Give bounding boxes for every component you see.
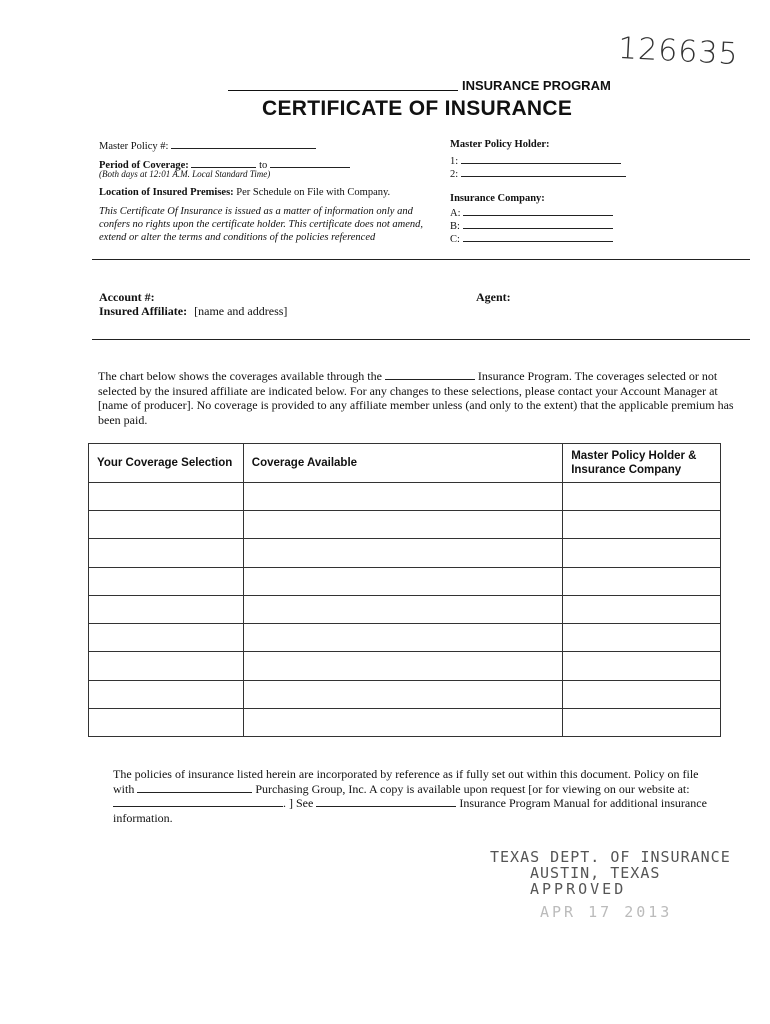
selection-cell[interactable] [89,680,244,708]
col-header-master-policy-holder: Master Policy Holder & Insurance Company [563,444,721,483]
period-to-label: to [259,160,268,171]
company-c-label: C: [450,234,460,245]
insurance-company-label: Insurance Company: [450,193,545,204]
holder-company-cell[interactable] [563,595,721,623]
holder-1-label: 1: [450,156,459,167]
approval-stamp-line3: APPROVED [530,880,627,898]
chart-intro-part2: Insurance Program. The coverages selected or not selected by the insured affiliate are indicated below. For any changes to these selections, please contact your Account Manager at [name of producer]. No coverage is provided to any affiliate member unless (and only to the extent) that the applicable premium has been paid. [98,369,734,427]
program-name-inline-blank[interactable] [385,369,475,380]
footer-part1: The policies of insurance listed herein are incorporated by reference as if fully set out within this document. Policy on file with [113,767,699,796]
footer-part4: Insurance Program Manual for additional insurance information. [113,796,707,825]
location-field [99,186,390,199]
selection-cell[interactable] [89,624,244,652]
company-a-blank[interactable] [463,205,613,216]
agent-label: Agent: [476,290,511,304]
coverage-table-body [89,483,721,737]
holder-1-blank[interactable] [461,153,621,164]
table-row [89,652,721,680]
website-blank[interactable] [113,796,283,807]
period-label: Period of Coverage: [99,160,189,171]
holder-company-cell[interactable] [563,708,721,736]
holder-company-cell[interactable] [563,624,721,652]
master-policy-blank[interactable] [171,138,316,149]
coverage-cell[interactable] [243,511,562,539]
holder-company-cell[interactable] [563,539,721,567]
company-b-blank[interactable] [463,218,613,229]
table-row [89,567,721,595]
section-divider-bottom [92,339,750,340]
chart-intro-paragraph [98,369,738,427]
holder-2-field [450,166,626,181]
table-row [89,624,721,652]
company-b-label: B: [450,221,460,232]
selection-cell[interactable] [89,652,244,680]
table-row [89,511,721,539]
table-row [89,539,721,567]
coverage-cell[interactable] [243,652,562,680]
selection-cell[interactable] [89,483,244,511]
period-start-blank[interactable] [191,157,256,168]
coverage-cell[interactable] [243,567,562,595]
selection-cell[interactable] [89,511,244,539]
insured-affiliate-field [99,304,287,319]
company-c-blank[interactable] [463,231,613,242]
insured-affiliate-value: [name and address] [194,304,288,318]
master-policy-label: Master Policy #: [99,141,169,152]
disclaimer-text: This Certificate Of Insurance is issued as a matter of information only and confers no rights upon the certificate holder. This certificate does not amend, extend or alter the terms and conditions of the policies referenced [99,206,423,243]
insured-affiliate-label: Insured Affiliate: [99,304,188,318]
footer-part3: . ] See [283,796,314,810]
col-header-coverage-available: Coverage Available [243,444,562,483]
section-divider-top [92,259,750,260]
selection-cell[interactable] [89,595,244,623]
account-label: Account #: [99,290,155,304]
holder-company-cell[interactable] [563,483,721,511]
chart-intro-part1: The chart below shows the coverages available through the [98,369,382,383]
company-c-field [450,231,613,246]
table-header-row [89,444,721,483]
program-label: INSURANCE PROGRAM [462,78,611,93]
period-end-blank[interactable] [270,157,350,168]
coverage-cell[interactable] [243,624,562,652]
manual-program-blank[interactable] [316,796,456,807]
table-row [89,595,721,623]
program-name-blank [228,90,458,91]
footer-paragraph [113,767,713,825]
approval-stamp-date: APR 17 2013 [540,903,673,921]
coverage-cell[interactable] [243,595,562,623]
period-note: (Both days at 12:01 A.M. Local Standard Time) [99,169,271,179]
holder-company-cell[interactable] [563,680,721,708]
table-row [89,483,721,511]
selection-cell[interactable] [89,539,244,567]
table-row [89,708,721,736]
approval-stamp-line2: AUSTIN, TEXAS [530,864,661,882]
selection-cell[interactable] [89,708,244,736]
holder-company-cell[interactable] [563,511,721,539]
coverage-cell[interactable] [243,539,562,567]
master-policy-field [99,138,316,153]
table-row [89,680,721,708]
col-header-your-selection: Your Coverage Selection [89,444,244,483]
coverage-cell[interactable] [243,680,562,708]
coverage-table [88,443,721,737]
selection-cell[interactable] [89,567,244,595]
holder-company-cell[interactable] [563,567,721,595]
holder-2-blank[interactable] [461,166,626,177]
approval-stamp-line1: TEXAS DEPT. OF INSURANCE [490,848,731,866]
page-title: CERTIFICATE OF INSURANCE [262,97,573,120]
coverage-cell[interactable] [243,483,562,511]
holder-2-label: 2: [450,169,459,180]
company-a-label: A: [450,208,461,219]
coverage-cell[interactable] [243,708,562,736]
holder-company-cell[interactable] [563,652,721,680]
master-policy-holder-label: Master Policy Holder: [450,139,550,150]
footer-part2: Purchasing Group, Inc. A copy is available upon request [or for viewing on our website at: [255,781,690,796]
handwritten-form-number: 126635 [617,30,740,73]
location-value: Per Schedule on File with Company. [236,187,391,198]
location-label: Location of Insured Premises: [99,187,234,198]
filed-with-blank[interactable] [137,782,252,793]
